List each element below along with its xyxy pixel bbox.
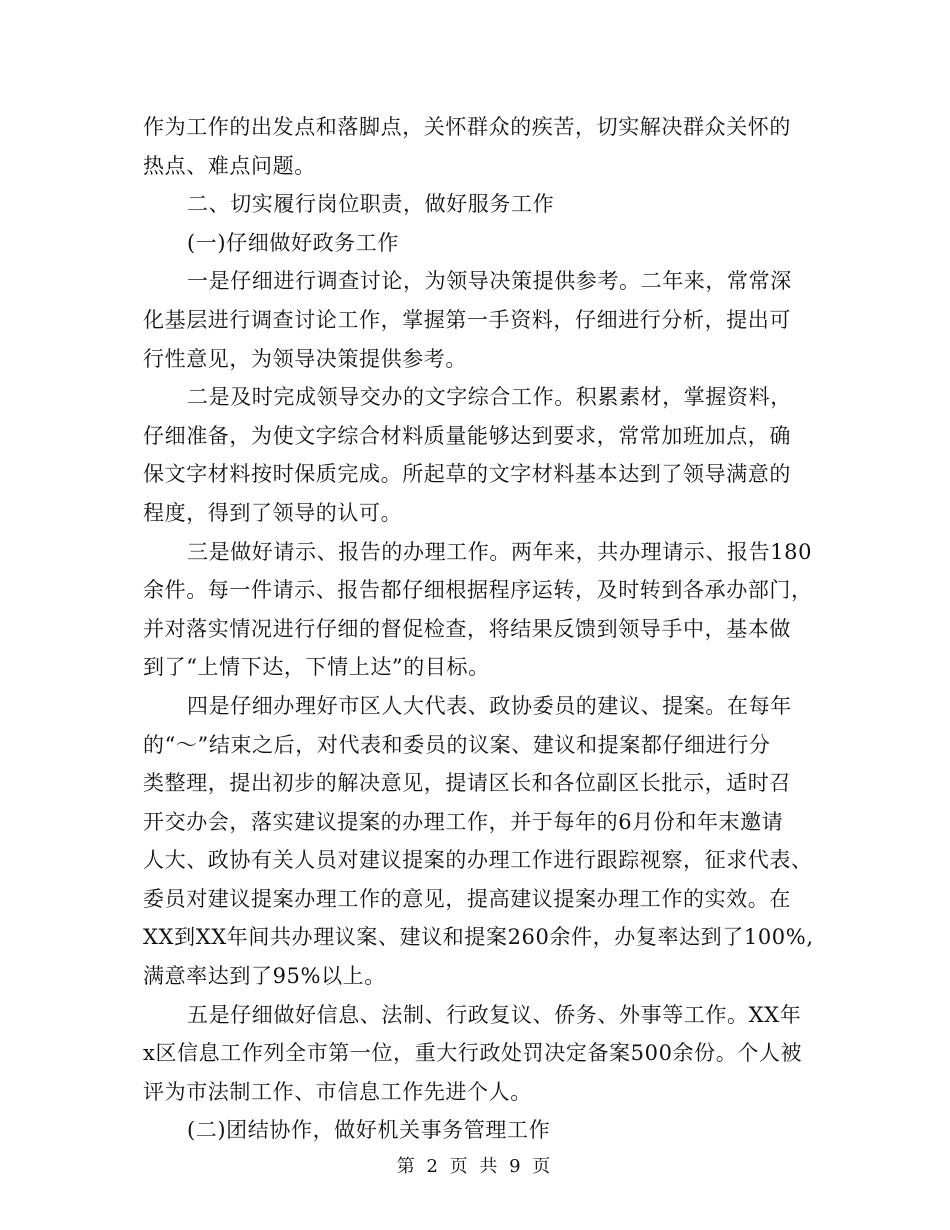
body-text-line: 程度，得到了领导的认可。	[143, 500, 403, 525]
paragraph-start-line: 四是仔细办理好市区人大代表、政协委员的建议、提案。在每年	[187, 693, 792, 718]
paragraph-start-line: 五是仔细做好信息、法制、行政复议、侨务、外事等工作。XX年	[187, 1002, 802, 1027]
body-text-line: 作为工作的出发点和落脚点，关怀群众的疾苦，切实解决群众关怀的	[143, 115, 791, 139]
body-text-line: 仔细准备，为使文字综合材料质量能够达到要求，常常加班加点，确	[143, 423, 791, 448]
body-text-line: XX到XX年间共办理议案、建议和提案260余件，办复率达到了100%,	[143, 925, 814, 950]
section-heading: 二、切实履行岗位职责，做好服务工作	[187, 192, 555, 217]
body-text-line: 热点、难点问题。	[143, 153, 316, 178]
paragraph-start-line: 一是仔细进行调查讨论，为领导决策提供参考。二年来，常常深	[187, 269, 792, 294]
body-text-line: 化基层进行调查讨论工作，掌握第一手资料，仔细进行分析，提出可	[143, 307, 791, 332]
body-text-line: 开交办会，落实建议提案的办理工作，并于每年的6月份和年末邀请	[143, 809, 784, 834]
subsection-heading: (一)仔细做好政务工作	[187, 230, 399, 255]
body-text-line: 的“～”结束之后，对代表和委员的议案、建议和提案都仔细进行分	[143, 732, 771, 757]
document-body	[143, 108, 815, 1150]
page-number-footer: 第 2 页 共 9 页	[396, 1156, 554, 1177]
body-text-line: 保文字材料按时保质完成。所起草的文字材料基本达到了领导满意的	[143, 462, 791, 487]
body-text-line: 委员对建议提案办理工作的意见，提高建议提案办理工作的实效。在	[143, 886, 791, 911]
body-text-line: 评为市法制工作、市信息工作先进个人。	[143, 1079, 532, 1104]
body-text-line: x区信息工作列全市第一位，重大行政处罚决定备案500余份。个人被	[143, 1041, 803, 1066]
body-text-line: 行性意见，为领导决策提供参考。	[143, 346, 467, 371]
body-text-line: 并对落实情况进行仔细的督促检查，将结果反馈到领导手中，基本做	[143, 616, 791, 641]
body-text-line: 类整理，提出初步的解决意见，提请区长和各位副区长批示，适时召	[143, 771, 791, 796]
body-text-line: 人大、政协有关人员对建议提案的办理工作进行跟踪视察，征求代表、	[143, 848, 813, 873]
body-text-line: 满意率达到了95%以上。	[143, 964, 386, 989]
body-text-line: 余件。每一件请示、报告都仔细根据程序运转，及时转到各承办部门，	[143, 578, 813, 603]
paragraph-start-line: 三是做好请示、报告的办理工作。两年来，共办理请示、报告180	[187, 539, 813, 564]
subsection-heading: (二)团结协作，做好机关事务管理工作	[187, 1118, 551, 1143]
paragraph-start-line: 二是及时完成领导交办的文字综合工作。积累素材，掌握资料，	[187, 385, 792, 410]
body-text-line: 到了“上情下达，下情上达”的目标。	[143, 655, 490, 680]
